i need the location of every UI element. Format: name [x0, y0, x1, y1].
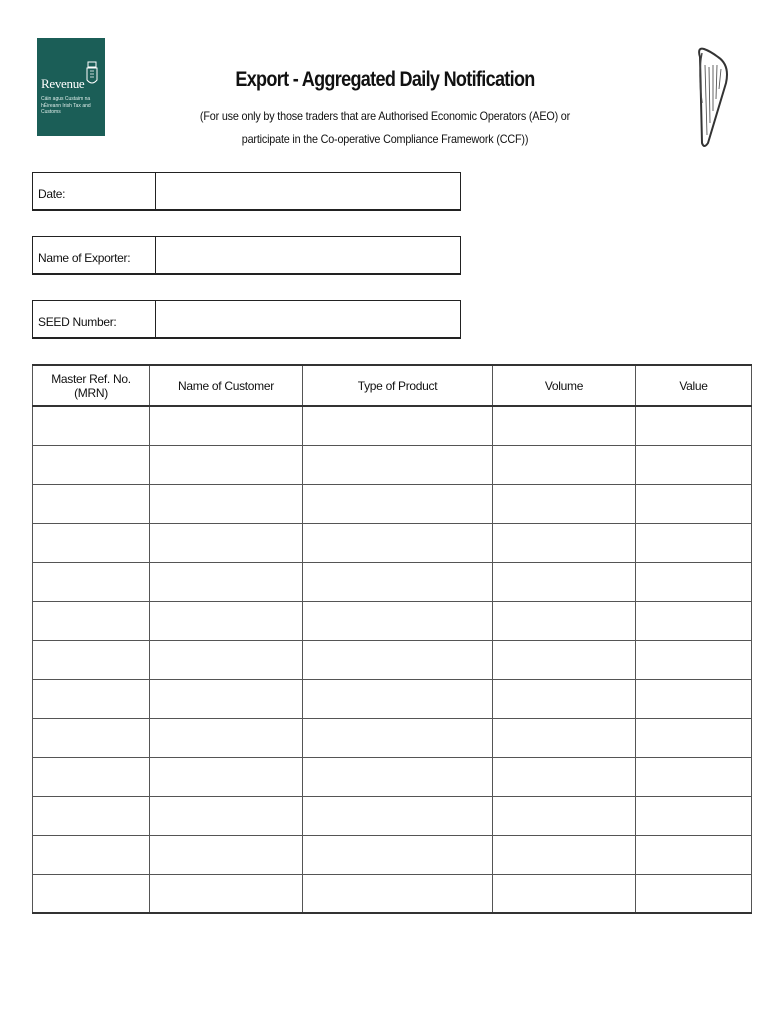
mrn-cell[interactable]: [33, 562, 150, 601]
product-cell[interactable]: [303, 562, 493, 601]
customer-cell[interactable]: [150, 562, 303, 601]
value-cell[interactable]: [636, 679, 752, 718]
product-cell[interactable]: [303, 757, 493, 796]
customer-cell[interactable]: [150, 523, 303, 562]
customer-cell[interactable]: [150, 796, 303, 835]
logo-subtitle: Cáin agus Custaim na hÉireann Irish Tax and Customs: [41, 96, 91, 115]
table-row: [33, 562, 752, 601]
volume-cell[interactable]: [493, 601, 636, 640]
volume-cell[interactable]: [493, 445, 636, 484]
mrn-cell[interactable]: [33, 445, 150, 484]
customer-cell[interactable]: [150, 601, 303, 640]
product-cell[interactable]: [303, 640, 493, 679]
volume-cell[interactable]: [493, 679, 636, 718]
page-subtitle: [192, 105, 579, 151]
notification-table: [32, 364, 752, 914]
mrn-cell[interactable]: [33, 796, 150, 835]
table-row: [33, 445, 752, 484]
column-header-value: Value: [636, 365, 752, 406]
value-cell[interactable]: [636, 640, 752, 679]
customer-cell[interactable]: [150, 679, 303, 718]
volume-cell[interactable]: [493, 874, 636, 913]
mrn-cell[interactable]: [33, 835, 150, 874]
customer-cell[interactable]: [150, 640, 303, 679]
table-row: [33, 601, 752, 640]
volume-cell[interactable]: [493, 796, 636, 835]
customer-cell[interactable]: [150, 484, 303, 523]
value-cell[interactable]: [636, 796, 752, 835]
volume-cell[interactable]: [493, 523, 636, 562]
harp-icon: [694, 43, 730, 151]
table-row: [33, 757, 752, 796]
subtitle-line-1: (For use only by those traders that are Authorised Economic Operators (AEO) or: [199, 109, 571, 123]
mrn-cell[interactable]: [33, 679, 150, 718]
revenue-logo: [37, 38, 105, 136]
table-row: [33, 484, 752, 523]
table-row: [33, 718, 752, 757]
product-cell[interactable]: [303, 835, 493, 874]
value-cell[interactable]: [636, 406, 752, 445]
value-cell[interactable]: [636, 874, 752, 913]
customer-cell[interactable]: [150, 874, 303, 913]
customer-cell[interactable]: [150, 835, 303, 874]
volume-cell[interactable]: [493, 835, 636, 874]
volume-cell[interactable]: [493, 757, 636, 796]
column-header-customer: Name of Customer: [150, 365, 303, 406]
table-row: [33, 796, 752, 835]
product-cell[interactable]: [303, 445, 493, 484]
value-cell[interactable]: [636, 718, 752, 757]
date-field: [32, 172, 461, 211]
mrn-cell[interactable]: [33, 718, 150, 757]
column-header-product: Type of Product: [303, 365, 493, 406]
subtitle-line-2: participate in the Co-operative Compliance Framework (CCF)): [241, 132, 529, 146]
product-cell[interactable]: [303, 874, 493, 913]
product-cell[interactable]: [303, 484, 493, 523]
product-cell[interactable]: [303, 601, 493, 640]
product-cell[interactable]: [303, 523, 493, 562]
value-cell[interactable]: [636, 523, 752, 562]
mrn-cell[interactable]: [33, 523, 150, 562]
volume-cell[interactable]: [493, 562, 636, 601]
table-row: [33, 679, 752, 718]
volume-cell[interactable]: [493, 718, 636, 757]
product-cell[interactable]: [303, 796, 493, 835]
table-row: [33, 523, 752, 562]
page-title: Export - Aggregated Daily Notification: [235, 68, 535, 91]
seed-number-label: SEED Number:: [33, 301, 156, 337]
date-label: Date:: [33, 173, 156, 209]
revenue-crest-icon: [85, 60, 99, 90]
value-cell[interactable]: [636, 445, 752, 484]
customer-cell[interactable]: [150, 757, 303, 796]
seed-number-field: [32, 300, 461, 339]
volume-cell[interactable]: [493, 640, 636, 679]
exporter-label: Name of Exporter:: [33, 237, 156, 273]
mrn-cell[interactable]: [33, 640, 150, 679]
mrn-cell[interactable]: [33, 406, 150, 445]
exporter-input[interactable]: [156, 237, 460, 273]
mrn-cell[interactable]: [33, 601, 150, 640]
table-row: [33, 874, 752, 913]
table-body: [33, 406, 752, 913]
exporter-field: [32, 236, 461, 275]
volume-cell[interactable]: [493, 484, 636, 523]
table-row: [33, 406, 752, 445]
value-cell[interactable]: [636, 484, 752, 523]
table-row: [33, 835, 752, 874]
value-cell[interactable]: [636, 757, 752, 796]
customer-cell[interactable]: [150, 445, 303, 484]
mrn-cell[interactable]: [33, 484, 150, 523]
table-row: [33, 640, 752, 679]
column-header-mrn: Master Ref. No. (MRN): [33, 365, 150, 406]
customer-cell[interactable]: [150, 406, 303, 445]
value-cell[interactable]: [636, 562, 752, 601]
mrn-cell[interactable]: [33, 757, 150, 796]
logo-name: Revenue: [41, 76, 85, 91]
product-cell[interactable]: [303, 406, 493, 445]
value-cell[interactable]: [636, 835, 752, 874]
product-cell[interactable]: [303, 718, 493, 757]
product-cell[interactable]: [303, 679, 493, 718]
table-header-row: [33, 365, 752, 406]
seed-number-input[interactable]: [156, 301, 460, 337]
volume-cell[interactable]: [493, 406, 636, 445]
value-cell[interactable]: [636, 601, 752, 640]
mrn-cell[interactable]: [33, 874, 150, 913]
customer-cell[interactable]: [150, 718, 303, 757]
date-input[interactable]: [156, 173, 460, 209]
column-header-volume: Volume: [493, 365, 636, 406]
